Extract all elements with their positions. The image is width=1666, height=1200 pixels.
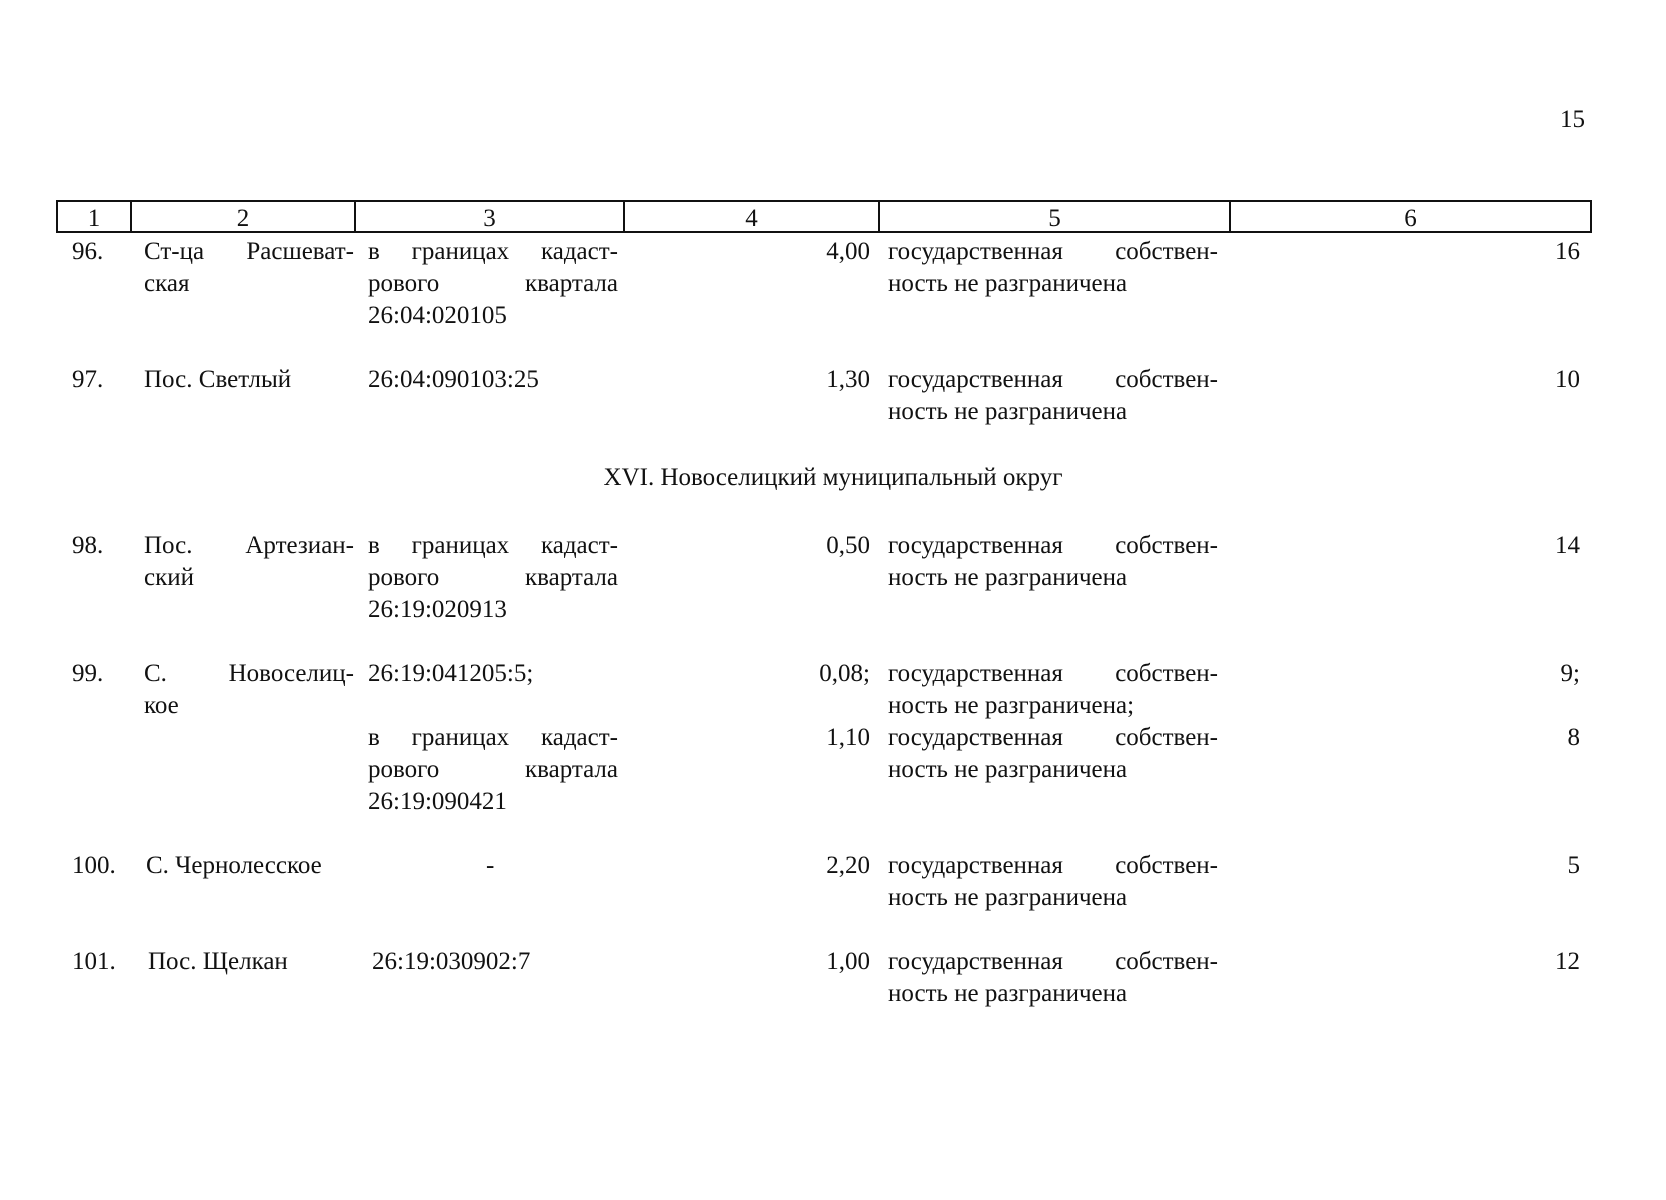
cadastral-info [368,530,618,626]
ownership-info [888,364,1218,428]
row-number: 96. [72,238,104,265]
area-value: 0,50 [826,532,870,559]
ownership-line: государственная собствен- [888,532,1218,559]
header-col-1: 1 [58,202,132,231]
settlement-name-line: Ст-ца Расшеват- [144,238,354,265]
ownership-info [888,658,1218,722]
distance-value: 16 [1555,238,1580,265]
ownership-line: ность не разграничена [888,564,1128,591]
cadastral-line: 26:04:020105 [368,302,507,329]
page-number: 15 [1560,106,1585,133]
distance-value: 5 [1567,852,1580,879]
row-number: 99. [72,660,104,687]
ownership-line: ность не разграничена [888,270,1128,297]
cadastral-line: рового квартала [368,564,618,591]
row-number: 101. [72,948,116,975]
settlement-name-line: ская [144,270,190,297]
section-title: XVI. Новоселицкий муниципальный округ [603,464,1063,491]
header-col-5: 5 [880,202,1231,231]
cadastral-line: в границах кадаст- [368,724,618,751]
area-value: 2,20 [826,852,870,879]
ownership-line: ность не разграничена [888,980,1128,1007]
row-number: 98. [72,532,104,559]
cadastral-info: 26:19:030902:7 [372,948,531,975]
cadastral-line: 26:19:090421 [368,788,507,815]
area-value: 1,10 [826,724,870,751]
ownership-line: ность не разграничена [888,884,1128,911]
cadastral-line: рового квартала [368,756,618,783]
row-number: 97. [72,366,104,393]
settlement-name: С. Чернолесское [146,852,322,879]
ownership-line: государственная собствен- [888,724,1218,751]
ownership-line: государственная собствен- [888,238,1218,265]
settlement-name-line: Пос. Артезиан- [144,532,354,559]
header-col-2: 2 [132,202,356,231]
cadastral-line: 26:19:020913 [368,596,507,623]
area-value: 0,08; [819,660,870,687]
distance-value: 12 [1555,948,1580,975]
header-col-3: 3 [356,202,625,231]
ownership-info [888,850,1218,914]
settlement-name: Пос. Щелкан [148,948,288,975]
cadastral-info [368,236,618,332]
settlement-name-line: ский [144,564,194,591]
cadastral-info [368,658,618,690]
cadastral-info [368,722,618,818]
ownership-line: ность не разграничена [888,756,1128,783]
distance-value: 14 [1555,532,1580,559]
cadastral-line: рового квартала [368,270,618,297]
row-number: 100. [72,852,116,879]
ownership-line: ность не разграничена; [888,692,1135,719]
settlement-name-line: кое [144,692,179,719]
settlement-name-line: С. Новоселиц- [144,660,354,687]
settlement-name-line: Пос. Светлый [144,366,292,393]
distance-value: 9; [1560,660,1580,687]
cadastral-line: в границах кадаст- [368,238,618,265]
ownership-line: государственная собствен- [888,366,1218,393]
settlement-name [144,658,354,722]
settlement-name [144,530,354,594]
table-header [56,200,1592,233]
ownership-line: государственная собствен- [888,660,1218,687]
cadastral-line: 26:04:090103:25 [368,366,539,393]
settlement-name [144,236,354,300]
area-value: 4,00 [826,238,870,265]
ownership-line: государственная собствен- [888,948,1218,975]
area-value: 1,00 [826,948,870,975]
distance-value: 8 [1567,724,1580,751]
header-col-6: 6 [1404,205,1417,232]
ownership-info [888,530,1218,594]
header-col-4: 4 [625,202,880,231]
ownership-line: государственная собствен- [888,852,1218,879]
ownership-info [888,946,1218,1010]
cadastral-line: 26:19:041205:5; [368,660,534,687]
ownership-info [888,236,1218,300]
cadastral-info: - [486,852,495,879]
ownership-info [888,722,1218,786]
cadastral-line: в границах кадаст- [368,532,618,559]
ownership-line: ность не разграничена [888,398,1128,425]
area-value: 1,30 [826,366,870,393]
cadastral-info [368,364,618,396]
settlement-name [144,364,354,396]
distance-value: 10 [1555,366,1580,393]
